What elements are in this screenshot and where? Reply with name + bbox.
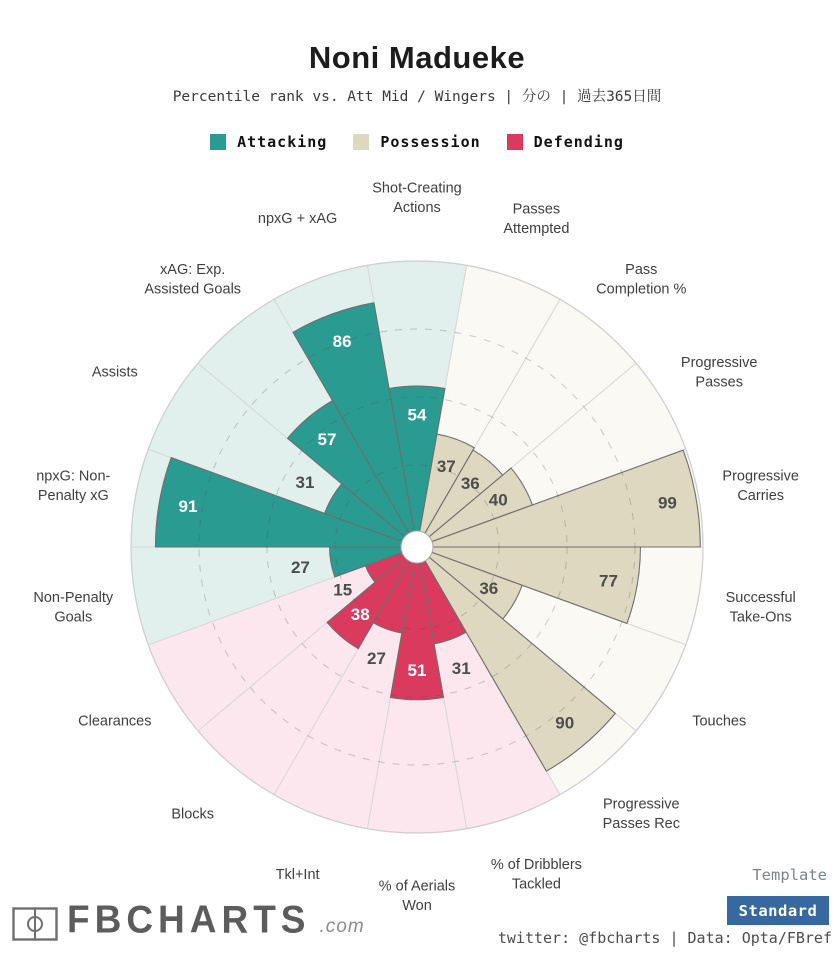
- axis-label-non-penalty-goals: Non-Penalty Goals: [33, 589, 114, 626]
- legend-item-attacking: [210, 133, 327, 151]
- value-of-aerials-won: 51: [407, 661, 427, 681]
- legend-item-defending: [507, 133, 624, 151]
- chart-subtitle: Percentile rank vs. Att Mid / Wingers | 分の | 過去365日間: [172, 89, 662, 105]
- brand-suffix: .com: [319, 916, 365, 937]
- value-assists: 31: [295, 472, 315, 492]
- value-progressive-passes-rec: 90: [555, 713, 575, 733]
- template-label: Template: [752, 866, 827, 884]
- axis-label-passes-attempted: Passes Attempted: [503, 201, 570, 237]
- value-shot-creating-actions: 54: [407, 405, 427, 425]
- center-hole: [401, 531, 433, 563]
- attacking-swatch-icon: [210, 134, 226, 150]
- axis-label-successful-take-ons: Successful Take-Ons: [725, 589, 796, 626]
- page-title: Noni Madueke: [308, 40, 526, 75]
- value-tkl-int: 27: [367, 648, 386, 668]
- value-npxg-non-penalty-xg: 91: [178, 497, 198, 517]
- defending-swatch-icon: [507, 134, 523, 150]
- axis-label-of-dribblers-tackled: % of Dribblers Tackled: [490, 857, 582, 893]
- credit-line: twitter: @fbcharts | Data: Opta/FBref: [497, 929, 832, 947]
- legend: [0, 133, 834, 151]
- axis-label-progressive-passes-rec: Progressive Passes Rec: [602, 796, 680, 833]
- axis-label-progressive-passes: Progressive Passes: [680, 354, 758, 391]
- axis-label-tkl-int: Tkl+Int: [275, 867, 320, 883]
- possession-swatch-icon: [353, 134, 369, 150]
- axis-label-of-aerials-won: % of Aerials Won: [378, 878, 456, 914]
- axis-label-xag-exp-assisted-goals: xAG: Exp. Assisted Goals: [144, 261, 242, 298]
- axis-label-clearances: Clearances: [78, 713, 152, 730]
- value-xag-exp-assisted-goals: 57: [317, 430, 337, 450]
- axis-label-touches: Touches: [692, 713, 747, 730]
- axis-label-assists: Assists: [91, 364, 138, 381]
- legend-label-defending: Defending: [533, 133, 624, 151]
- axis-label-pass-completion: Pass Completion %: [596, 261, 687, 298]
- value-progressive-carries: 99: [657, 493, 677, 513]
- template-standard-button[interactable]: Standard: [727, 896, 829, 925]
- value-non-penalty-goals: 27: [290, 558, 310, 578]
- value-npxg-xag: 86: [332, 331, 352, 351]
- value-blocks: 38: [350, 605, 370, 625]
- brand-name: FBCHARTS: [67, 897, 311, 941]
- axis-label-npxg-non-penalty-xg: npxG: Non-Penalty xG: [36, 468, 111, 505]
- axis-label-npxg-xag: npxG + xAG: [257, 211, 338, 227]
- fbcharts-logo: [12, 897, 365, 941]
- value-passes-attempted: 37: [436, 457, 456, 476]
- value-pass-completion: 36: [460, 474, 480, 493]
- pitch-icon: [12, 907, 58, 941]
- value-clearances: 15: [333, 580, 353, 600]
- axis-label-shot-creating-actions: Shot-Creating Actions: [372, 180, 462, 216]
- value-progressive-passes: 40: [488, 490, 508, 510]
- value-successful-take-ons: 77: [599, 571, 618, 591]
- legend-label-possession: Possession: [380, 133, 481, 151]
- value-touches: 36: [479, 579, 499, 598]
- legend-item-possession: [353, 133, 480, 151]
- value-of-dribblers-tackled: 31: [451, 659, 471, 678]
- legend-label-attacking: Attacking: [237, 133, 328, 151]
- axis-label-blocks: Blocks: [171, 806, 215, 823]
- axis-label-progressive-carries: Progressive Carries: [722, 468, 799, 505]
